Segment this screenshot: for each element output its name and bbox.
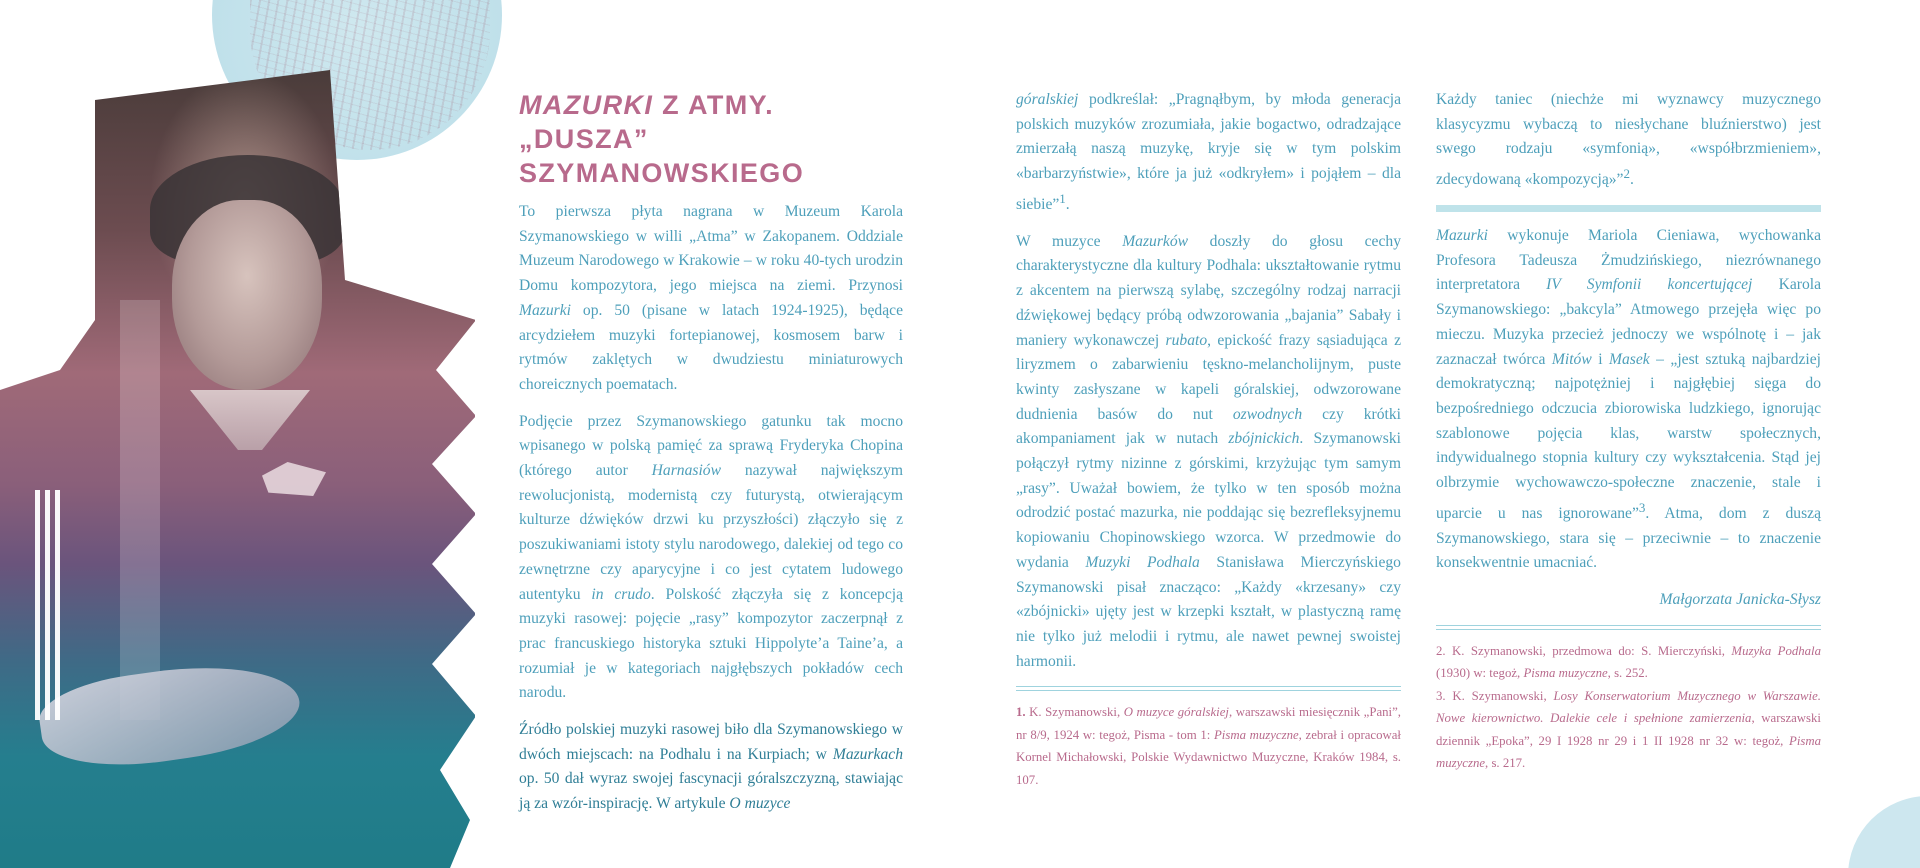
footnote-2 bbox=[1436, 640, 1821, 685]
paragraph bbox=[519, 718, 903, 817]
text-run: podkreślał: „Pragnąłbym, by młoda generacja polskich muzyków zrozumiała, jakie bogactwo, odradzające zmierzałą naszą muzykę, kryje się w tym polskim «barbarzyństwie», które ja już «odkryłem» i pojąłem – dla siebie” bbox=[1016, 91, 1401, 213]
text-run: 2. K. Szymanowski, przedmowa do: S. Mierczyński, bbox=[1436, 643, 1732, 658]
text-run-italic: Harnasiów bbox=[651, 462, 721, 480]
footnote-divider bbox=[1016, 686, 1401, 691]
footnote-ref: 3 bbox=[1638, 499, 1646, 515]
text-run-italic: Mazurkach bbox=[832, 745, 903, 763]
footnote-3 bbox=[1436, 685, 1821, 775]
text-run: czy krótki akompaniament jak w nutach bbox=[1016, 405, 1401, 448]
photo-collar bbox=[190, 390, 310, 450]
text-run-italic: Mazurki bbox=[519, 301, 571, 319]
text-run-italic: Pisma muzyczne bbox=[1523, 666, 1608, 681]
text-run: op. 50 (pisane w latach 1924-1925), będące arcydziełem muzyki fortepianowej, kosmosem barw i rytmów zaklętych w dwudziestu miniaturowych choreicznych poematach. bbox=[519, 301, 903, 393]
title-line1-rest: Z ATMY. bbox=[653, 90, 774, 120]
text-run: Każdy taniec (niechże mi wyznawcy muzycznego klasycyzmu wybaczą to niesłychane bluźnierstwo) jest swego rodzaju «symfonią», «współbrzmieniem», zdecydowaną «kompozycją»” bbox=[1436, 91, 1821, 189]
text-run: wykonuje Mariola Cieniawa, wychowanka Profesora Tadeusza Żmudzińskiego, niezrównanego interpretatora bbox=[1436, 227, 1821, 294]
text-run: op. 50 dał wyraz swojej fascynacji góralszczyzną, stawiając ją za wzór-inspirację. W artykule bbox=[519, 770, 903, 813]
text-run: Stanisława Mierczyńskiego Szymanowski pisał znacząco: „Każdy «krzesany» czy «zbójnicki» ujęty jest w krzepki kształt, w plastyczną ramę nie tylko już melodii i rytmu, ale nawet pewnej swoistej harmonii. bbox=[1016, 553, 1401, 670]
text-run: , warszawski dziennik „Epoka”, 29 I 1928 nr 29 i 1 II 1928 nr 32 w: tegoż, bbox=[1436, 711, 1821, 748]
text-run-italic: rubato bbox=[1165, 331, 1208, 349]
text-run-italic: Mitów bbox=[1551, 350, 1592, 368]
text-run: Podjęcie przez Szymanowskiego gatunku tak mocno wpisanego w polską pamięć za sprawą Fryderyka Chopina (którego autor bbox=[519, 412, 903, 480]
paragraph bbox=[1016, 88, 1401, 218]
text-run-italic: Pisma muzyczne bbox=[1436, 733, 1821, 771]
photo-light-bar bbox=[120, 300, 160, 720]
text-run: (1930) w: tegoż, bbox=[1436, 666, 1524, 681]
text-run-italic: Muzyki Podhala bbox=[1085, 553, 1200, 571]
text-run: . bbox=[1065, 196, 1070, 213]
text-run: , warszawski miesięcznik „Pani”, nr 8/9, 1924 w: tegoż, Pisma - tom 1: bbox=[1016, 705, 1401, 742]
title-line2: „DUSZA” SZYMANOWSKIEGO bbox=[519, 124, 805, 188]
section-divider bbox=[1436, 205, 1821, 212]
text-run: nazywał największym rewolucjonistą, modernistą czy futurystą, otwierającym kulturze dźwięków drzwi ku przyszłości) złączyło się z poszukiwaniami istoty stylu narodowego, dalekiej od tego co zewnętrzne czy aparycyjne i co jest cytatem ludowego autentyku bbox=[519, 462, 903, 603]
page-title bbox=[519, 88, 903, 190]
text-run-italic: Losy Konserwatorium Muzycznego w Warszawie. Nowe kierownictwo. Dalekie cele i spełnione zamierzenia bbox=[1436, 688, 1821, 726]
paragraph bbox=[1016, 230, 1401, 675]
photo-pocket-square bbox=[262, 462, 326, 496]
text-run: – „jest sztuką najbardziej demokratyczną; najpotężniej i najgłębiej sięga do bezpośredniego odczucia zbiorowiska ludzkiego, ignorując szablonowe pojęcia klas, warstw społecznych, indywidualnego stopnia kultury czy wykształcenia. Stąd jej olbrzymie wychowawczo-społeczne znaczenie, stale i uparcie u nas ignorowane” bbox=[1436, 350, 1821, 522]
text-run-italic: góralskiej bbox=[1016, 91, 1079, 108]
text-run-italic: Pisma muzyczne bbox=[1213, 727, 1299, 742]
photo-face bbox=[172, 200, 322, 390]
text-run: . Polskość złączyła się z koncepcją muzyki rasowej: pojęcie „rasy” kompozytor zaczerpnął z prac francuskiego historyka sztuki Hippolyte’a Taine’a, a rozumiał je w kategoriach najgłębszych pokładów cech narodu. bbox=[519, 585, 903, 702]
decorative-circle-bottom bbox=[1848, 796, 1920, 868]
paragraph bbox=[1436, 224, 1821, 576]
footnote-ref: 1 bbox=[1059, 190, 1066, 206]
text-column-3 bbox=[1436, 88, 1821, 775]
text-run: , s. 217. bbox=[1485, 756, 1526, 771]
text-run: , zebrał i opracował Kornel Michałowski, Polskie Wydawnictwo Muzyczne, Kraków 1984, s. 107. bbox=[1016, 727, 1401, 787]
text-run: doszły do głosu cechy charakterystyczne dla kultury Podhala: ukształtowanie rytmu z akcentem na pierwszą sylabę, szczególny rodzaj narracji dźwiękowej będący próbą odwzorowania „bajania” Sabały i maniery wykonawczej bbox=[1016, 232, 1401, 349]
photo-hand bbox=[35, 652, 305, 777]
paragraph bbox=[519, 410, 903, 706]
text-run: . Szymanowski połączył rytmy nizinne z górskimi, krzyżując tym samym „rasy”. Uważał bowiem, że tylko w ten sposób można odrodzić postać mazurka, nie poddając się bezrefleksyjnemu kopiowaniu Chopinowskiego wzorca. W przedmowie do wydania bbox=[1016, 430, 1401, 571]
paragraph bbox=[519, 200, 903, 398]
text-run-italic: zbójnickich bbox=[1228, 430, 1300, 448]
text-run-italic: Mazurki bbox=[1436, 227, 1488, 244]
composer-photo bbox=[0, 70, 475, 868]
text-run-italic: Masek bbox=[1609, 350, 1650, 368]
text-run-italic: Muzyka Podhala bbox=[1731, 643, 1821, 658]
text-column-2 bbox=[1016, 88, 1401, 791]
paragraph bbox=[1436, 88, 1821, 193]
text-column-1 bbox=[519, 88, 903, 829]
text-run-italic: in crudo bbox=[591, 585, 651, 603]
footnote-ref: 2 bbox=[1623, 166, 1630, 182]
text-run: , s. 252. bbox=[1607, 666, 1648, 681]
text-run: 3. K. Szymanowski, bbox=[1436, 688, 1554, 703]
text-run: To pierwsza płyta nagrana w Muzeum Karola Szymanowskiego w willi „Atma” w Zakopanem. Oddziale Muzeum Narodowego w Krakowie – w roku 40-tych urodzin Domu kompozytora, jego miejsca na ziemi. Przynosi bbox=[519, 203, 903, 295]
text-run-italic: O muzyce góralskiej bbox=[1123, 705, 1229, 720]
text-run-italic: Mazurków bbox=[1122, 232, 1189, 250]
text-run: . bbox=[1629, 171, 1634, 189]
text-run: K. Szymanowski, bbox=[1025, 705, 1124, 720]
text-run: Karola Szymanowskiego: „bakcyla” Atmowego przejęła więc po mieczu. Muzyka przecież jednoczy we wspólnotę i – jak zaznaczał twórca bbox=[1436, 276, 1821, 368]
author-signature: Małgorzata Janicka-Słysz bbox=[1659, 591, 1821, 609]
text-run: . Atma, dom z duszą Szymanowskiego, stara się – przeciwnie – to znaczenie konsekwentnie umacniać. bbox=[1436, 504, 1821, 572]
text-run-italic: ozwodnych bbox=[1232, 405, 1303, 423]
footnotes bbox=[1436, 640, 1821, 775]
text-run: , epickość frazy sąsiadująca z liryzmem o zabarwieniu tęskno-melancholijnym, puste kwinty zasłyszane w kapeli góralskiej, odwzorowane dudnienia basów do nut bbox=[1016, 331, 1401, 423]
text-run-italic: O muzyce bbox=[729, 795, 791, 813]
text-run: Źródło polskiej muzyki rasowej biło dla Szymanowskiego w dwóch miejscach: na Podhalu i na Kurpiach; w bbox=[519, 721, 903, 763]
footnote-1 bbox=[1016, 701, 1401, 791]
text-run-italic: IV Symfonii koncertującej bbox=[1546, 276, 1753, 294]
text-run: i bbox=[1591, 350, 1609, 368]
text-run: W muzyce bbox=[1016, 232, 1123, 250]
footnote-divider bbox=[1436, 625, 1821, 630]
footnote-number: 1. bbox=[1016, 705, 1026, 720]
footnotes bbox=[1016, 701, 1401, 791]
title-italic: MAZURKI bbox=[519, 90, 654, 120]
photo-stripes bbox=[35, 490, 65, 720]
